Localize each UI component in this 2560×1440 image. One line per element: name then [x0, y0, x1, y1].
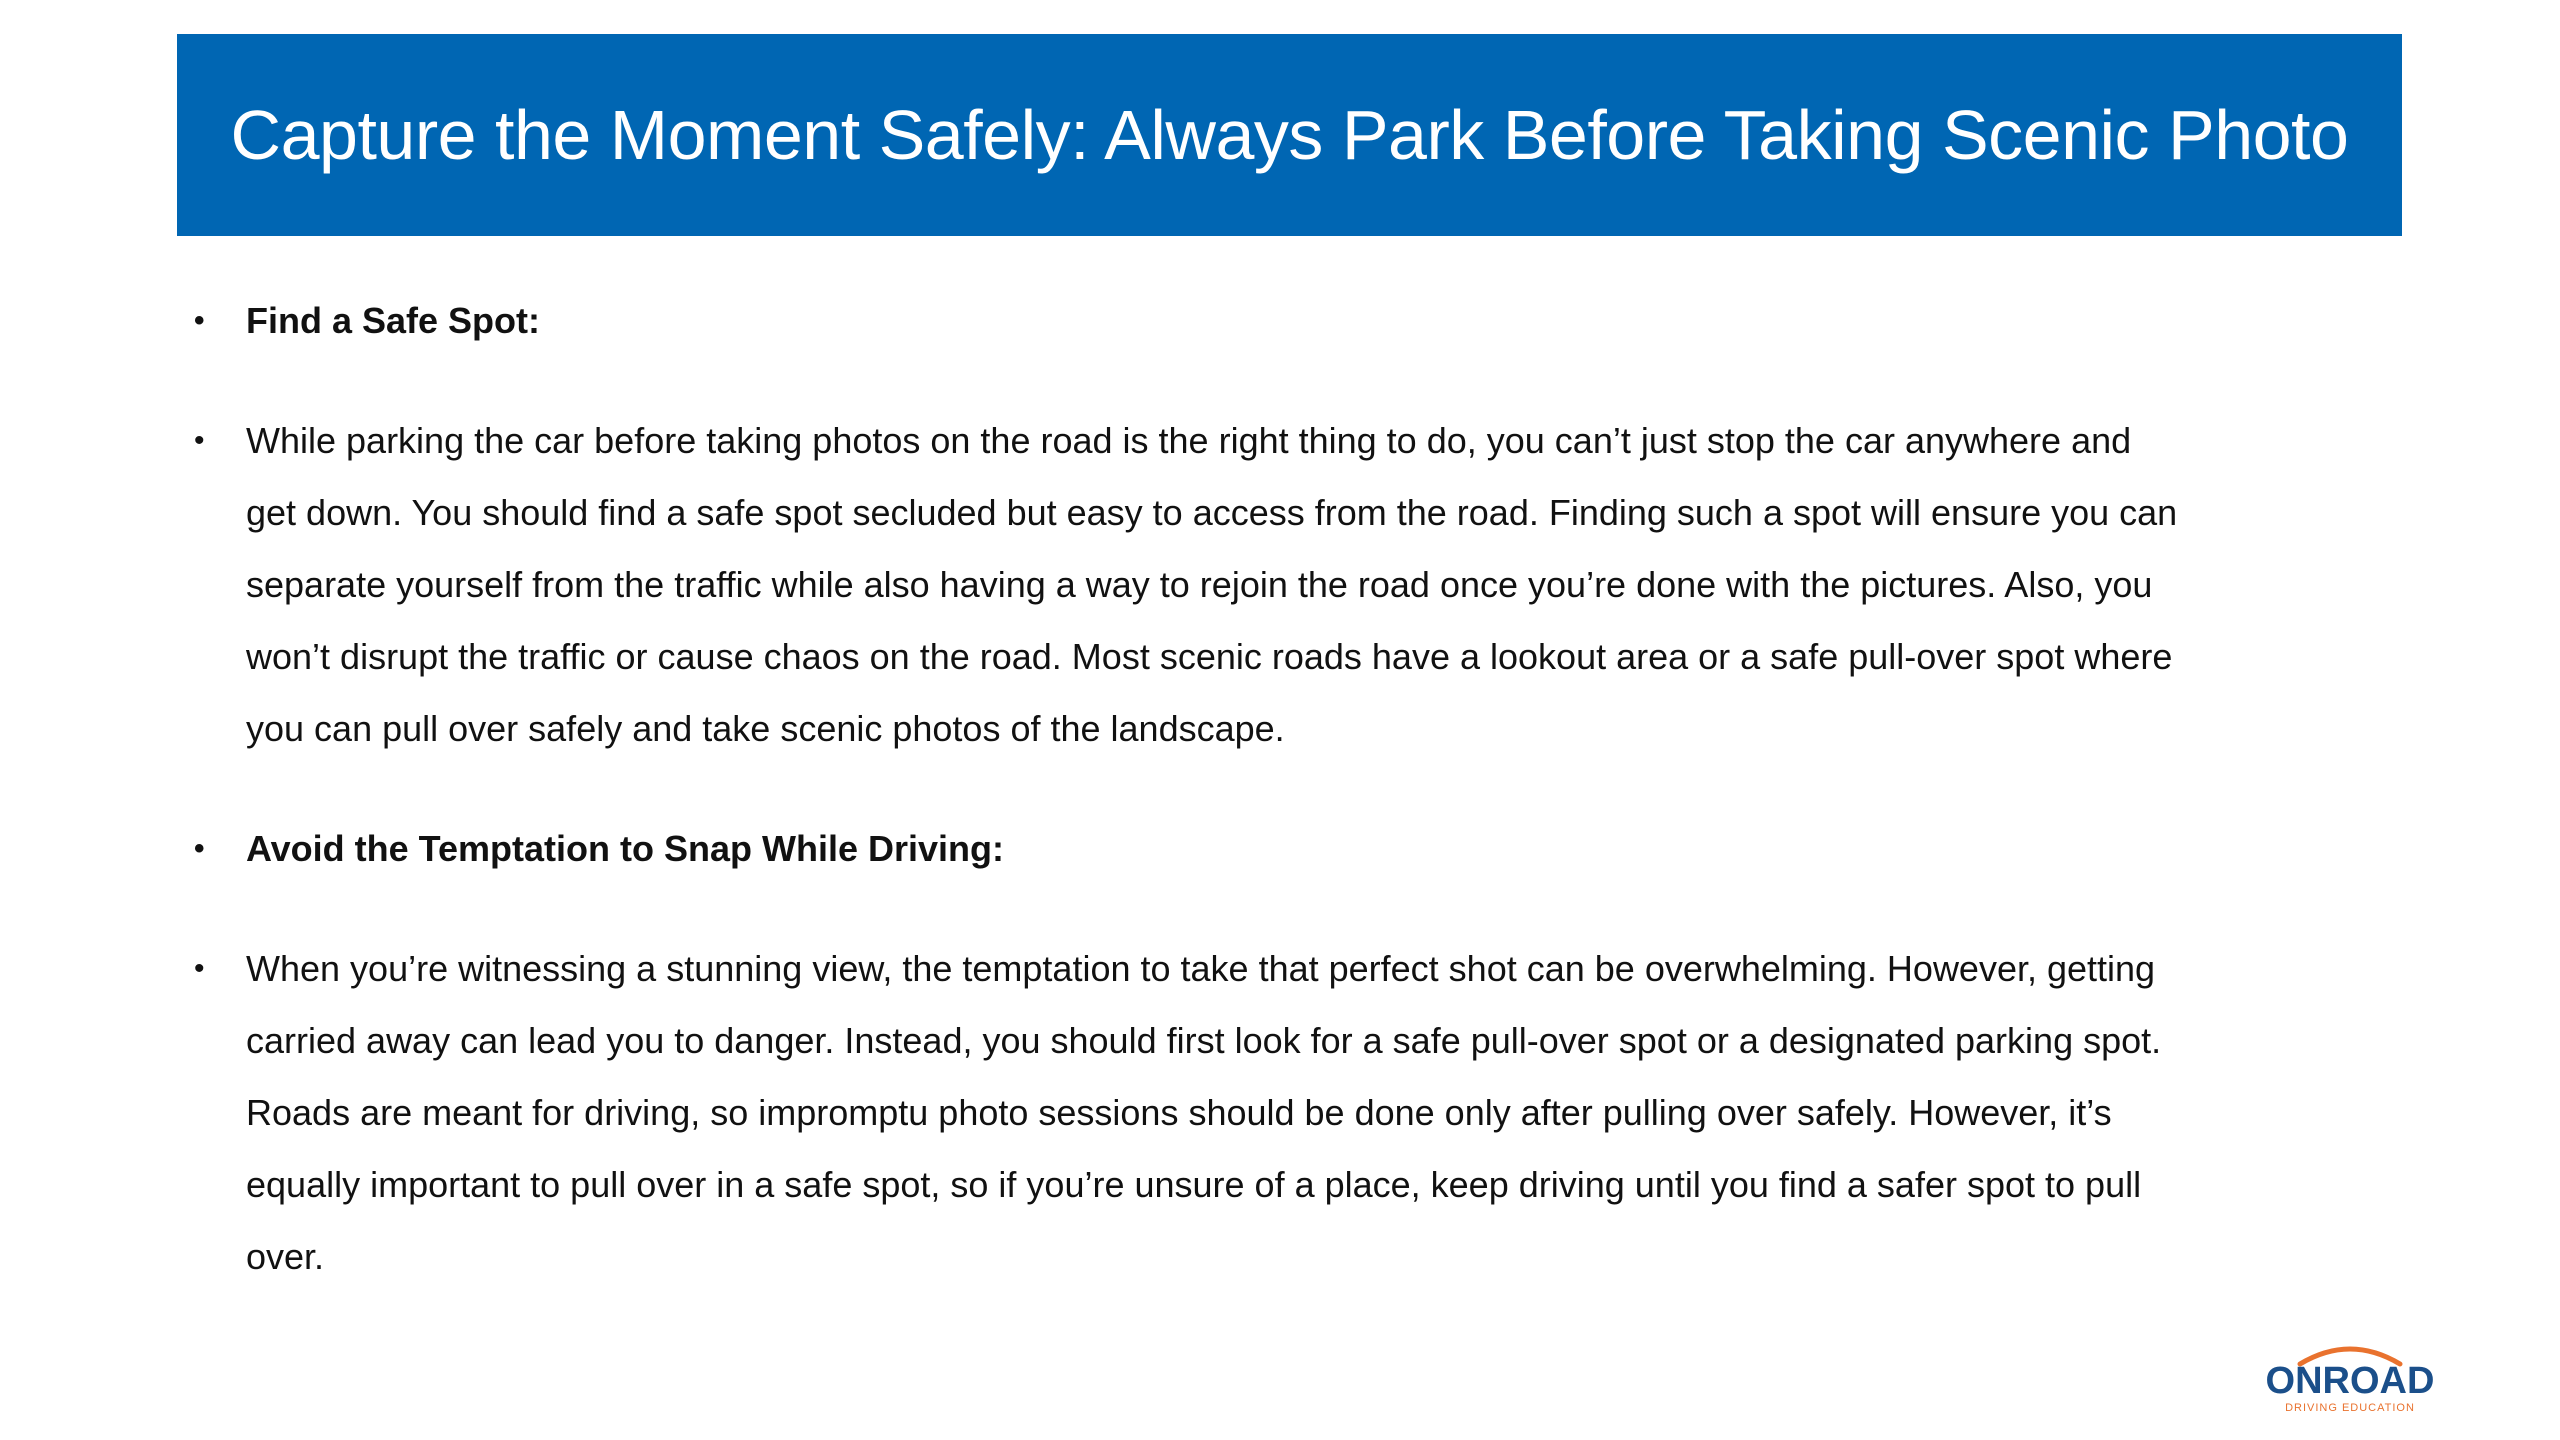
paragraph-line: won’t disrupt the traffic or cause chaos on the road. Most scenic roads have a lookout area or a safe pull-over spot where: [246, 636, 2173, 677]
bullet-heading-find-safe-spot: [190, 285, 2400, 357]
paragraph-line: While parking the car before taking photos on the road is the right thing to do, you can’t just stop the car anywhere and: [246, 420, 2132, 461]
slide-title: Capture the Moment Safely: Always Park Before Taking Scenic Photo: [230, 96, 2349, 174]
paragraph-line: separate yourself from the traffic while also having a way to rejoin the road once you’re done with the pictures. Also, you: [246, 564, 2153, 605]
paragraph-line: When you’re witnessing a stunning view, the temptation to take that perfect shot can be overwhelming. However, getting: [246, 948, 2156, 989]
paragraph-line: you can pull over safely and take scenic photos of the landscape.: [246, 708, 1285, 749]
paragraph-line: equally important to pull over in a safe spot, so if you’re unsure of a place, keep driving until you find a safer spot to pull: [246, 1164, 2142, 1205]
slide-content: [190, 285, 2400, 1293]
paragraph-line: over.: [246, 1236, 325, 1277]
paragraph-line: Roads are meant for driving, so impromptu photo sessions should be done only after pulling over safely. However, it’s: [246, 1092, 2112, 1133]
bullet-paragraph-avoid-temptation: [190, 933, 2400, 1293]
bullet-dot: •: [194, 832, 205, 865]
logo-subtitle: DRIVING EDUCATION: [2285, 1402, 2415, 1414]
logo-word: ONROAD: [2265, 1360, 2435, 1402]
title-banner: [177, 34, 2402, 236]
paragraph-line: get down. You should find a safe spot secluded but easy to access from the road. Finding such a spot will ensure you can: [246, 492, 2178, 533]
bullet-heading-text: Avoid the Temptation to Snap While Driving:: [246, 828, 1004, 869]
bullet-heading-text: Find a Safe Spot:: [246, 300, 541, 341]
bullet-dot: •: [194, 952, 205, 985]
onroad-logo: [2255, 1338, 2445, 1418]
paragraph-line: carried away can lead you to danger. Instead, you should first look for a safe pull-over spot or a designated parking spot.: [246, 1020, 2162, 1061]
bullet-paragraph-find-safe-spot: [190, 405, 2400, 765]
bullet-dot: •: [194, 304, 205, 337]
bullet-dot: •: [194, 424, 205, 457]
bullet-heading-avoid-temptation: [190, 813, 2400, 885]
